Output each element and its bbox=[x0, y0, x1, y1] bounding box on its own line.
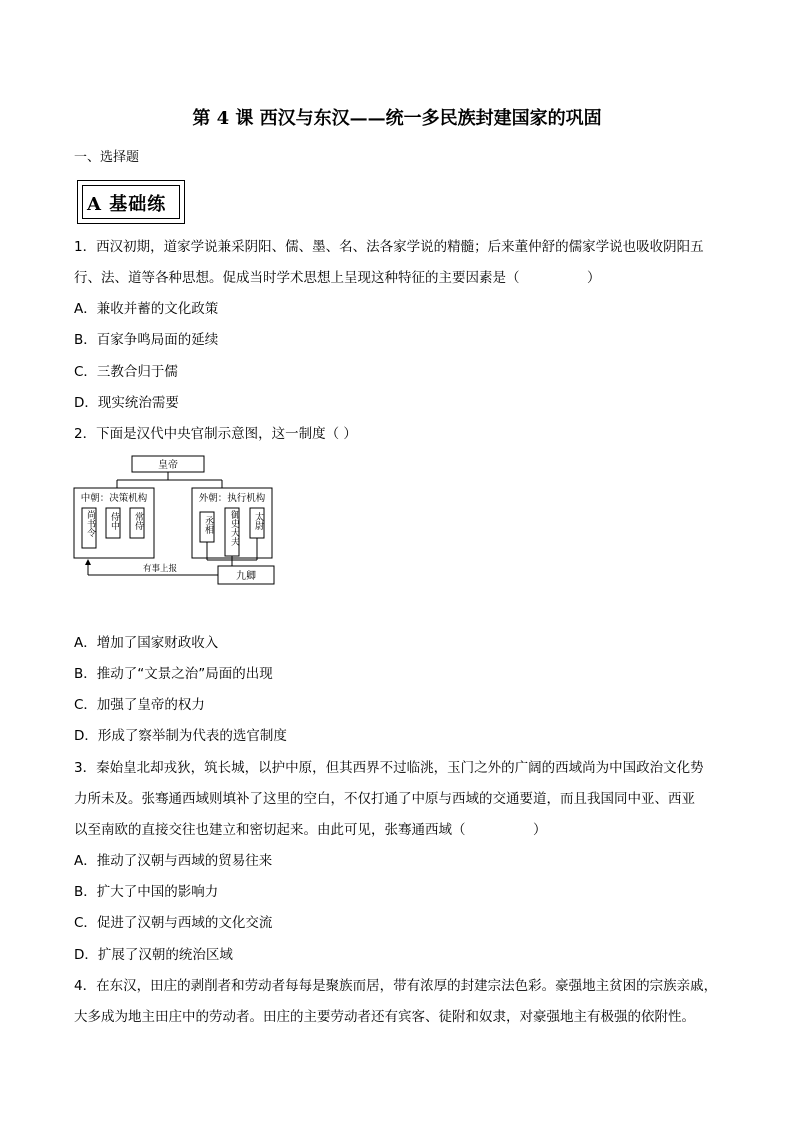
outer-court-label: 外朝：执行机构 bbox=[198, 493, 266, 504]
diagram-svg bbox=[72, 452, 282, 592]
q3-option-c[interactable]: C．促进了汉朝与西域的文化交流 bbox=[74, 915, 273, 931]
q3-option-a[interactable]: A．推动了汉朝与西域的贸易往来 bbox=[74, 853, 273, 869]
q1-option-d[interactable]: D．现实统治需要 bbox=[74, 395, 179, 411]
q1-option-a[interactable]: A．兼收并蓄的文化政策 bbox=[74, 301, 219, 317]
emperor-label: 皇帝 bbox=[158, 460, 178, 471]
q1-option-c[interactable]: C．三教合归于儒 bbox=[74, 364, 178, 380]
official-changshi: 常侍 bbox=[133, 512, 143, 530]
report-label: 有事上报 bbox=[142, 564, 178, 574]
q4-stem-line1: 4．在东汉，田庄的剥削者和劳动者每每是聚族而居，带有浓厚的封建宗法色彩。豪强地主贫困的宗族亲戚， bbox=[74, 978, 718, 994]
level-badge bbox=[77, 180, 185, 224]
q2-option-b[interactable]: B．推动了“文景之治”局面的出现 bbox=[74, 666, 273, 682]
q2-option-d[interactable]: D．形成了察举制为代表的选官制度 bbox=[74, 728, 287, 744]
government-structure-diagram bbox=[72, 452, 282, 596]
q1-stem-line2: 行、法、道等各种思想。促成当时学术思想上呈现这种特征的主要因素是（ ） bbox=[74, 270, 601, 286]
q2-stem: 2．下面是汉代中央官制示意图，这一制度（ ） bbox=[74, 426, 357, 442]
official-shangshuling: 尚书令 bbox=[85, 510, 95, 537]
official-chengxiang: 丞相 bbox=[203, 516, 213, 534]
official-taiwei: 太尉 bbox=[253, 512, 263, 530]
q1-option-b[interactable]: B．百家争鸣局面的延续 bbox=[74, 332, 219, 348]
q3-option-d[interactable]: D．扩展了汉朝的统治区域 bbox=[74, 947, 233, 963]
q3-option-b[interactable]: B．扩大了中国的影响力 bbox=[74, 884, 219, 900]
official-yushidafu: 御史大夫 bbox=[229, 510, 239, 546]
q3-stem-line2: 力所未及。张骞通西域则填补了这里的空白，不仅打通了中原与西域的交通要道，而且我国同中亚、西亚 bbox=[74, 791, 695, 807]
section-label: 一、选择题 bbox=[74, 150, 140, 165]
lesson-title: 第 4 课 西汉与东汉——统一多民族封建国家的巩固 bbox=[192, 108, 602, 129]
q1-stem-line1: 1．西汉初期，道家学说兼采阴阳、儒、墨、名、法各家学说的精髓；后来董仲舒的儒家学说也吸收阴阳五 bbox=[74, 239, 704, 255]
q2-option-c[interactable]: C．加强了皇帝的权力 bbox=[74, 697, 205, 713]
q3-stem-line3: 以至南欧的直接交往也建立和密切起来。由此可见，张骞通西域（ ） bbox=[74, 822, 547, 838]
nine-ministers-label: 九卿 bbox=[236, 571, 256, 582]
q2-option-a[interactable]: A．增加了国家财政收入 bbox=[74, 635, 219, 651]
inner-court-label: 中朝：决策机构 bbox=[80, 493, 148, 504]
q4-stem-line2: 大多成为地主田庄中的劳动者。田庄的主要劳动者还有宾客、徒附和奴隶，对豪强地主有极强的依附性。 bbox=[74, 1009, 695, 1025]
badge-label: A 基础练 bbox=[87, 194, 167, 215]
q3-stem-line1: 3．秦始皇北却戎狄，筑长城，以护中原，但其西界不过临洮，玉门之外的广阔的西域尚为中国政治文化势 bbox=[74, 760, 704, 776]
official-shizhong: 侍中 bbox=[109, 512, 119, 530]
